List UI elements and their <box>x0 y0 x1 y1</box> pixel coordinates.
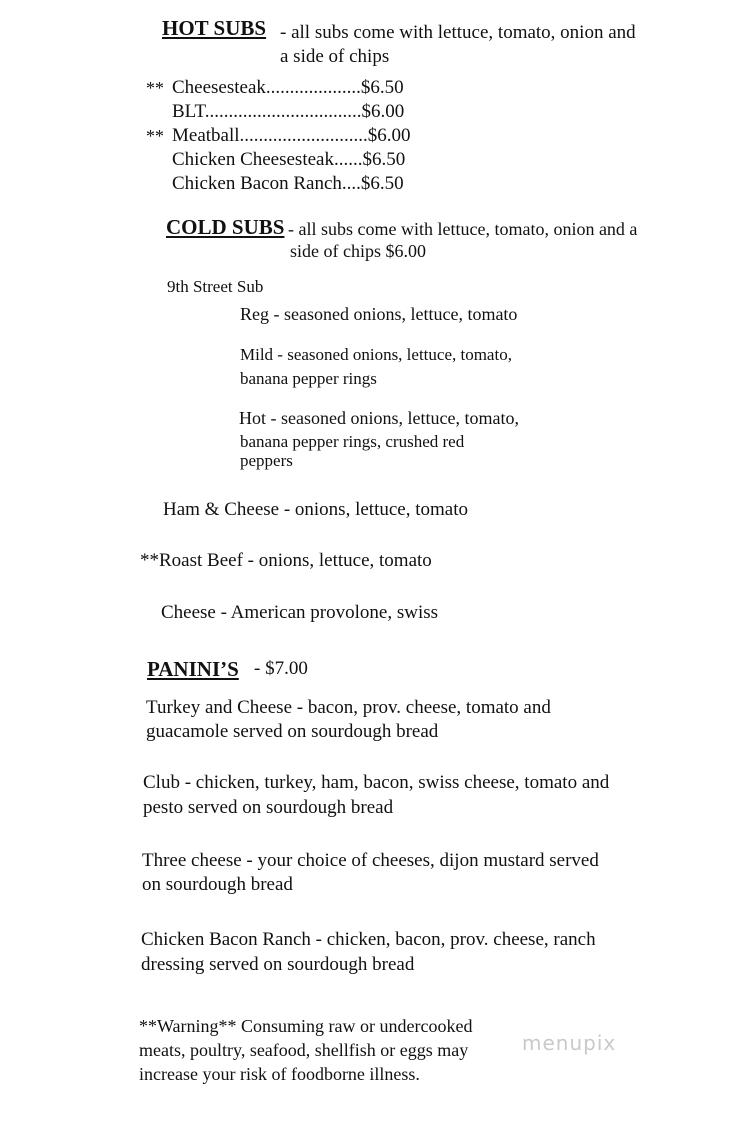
ninth-street-hot-line3: peppers <box>240 451 293 470</box>
ninth-street-sub-title: 9th Street Sub <box>167 277 264 296</box>
panini-turkey-cheese-line2: guacamole served on sourdough bread <box>146 721 439 742</box>
ninth-street-hot-line2: banana pepper rings, crushed red <box>240 432 465 451</box>
cold-subs-heading: COLD SUBS <box>166 215 285 239</box>
hot-sub-item-chicken-cheesesteak: Chicken Cheesesteak......$6.50 <box>172 149 406 170</box>
panini-heading: PANINI’S <box>147 657 239 681</box>
hot-subs-desc-line1: - all subs come with lettuce, tomato, onion and <box>280 22 636 43</box>
panini-chicken-bacon-ranch-line2: dressing served on sourdough bread <box>141 954 415 975</box>
cheese-item: Cheese - American provolone, swiss <box>161 602 439 623</box>
hot-sub-item-chicken-bacon-ranch: Chicken Bacon Ranch....$6.50 <box>172 173 404 194</box>
hot-sub-marker: ** <box>146 126 164 146</box>
warning-line2: meats, poultry, seafood, shellfish or eggs may <box>139 1040 469 1060</box>
panini-price: - $7.00 <box>254 658 308 679</box>
panini-turkey-cheese-line1: Turkey and Cheese - bacon, prov. cheese, tomato and <box>146 697 551 718</box>
ham-cheese-item: Ham & Cheese - onions, lettuce, tomato <box>163 499 468 520</box>
hot-sub-item-meatball: Meatball...........................$6.00 <box>172 125 411 146</box>
panini-club-line1: Club - chicken, turkey, ham, bacon, swiss cheese, tomato and <box>143 772 610 793</box>
hot-subs-heading: HOT SUBS <box>162 16 267 40</box>
hot-subs-desc-line2: a side of chips <box>280 46 390 67</box>
hot-sub-item-blt: BLT.................................$6.00 <box>172 101 405 122</box>
hot-sub-item-cheesesteak: Cheesesteak....................$6.50 <box>172 77 404 98</box>
panini-three-cheese-line1: Three cheese - your choice of cheeses, dijon mustard served <box>142 850 599 871</box>
ninth-street-reg: Reg - seasoned onions, lettuce, tomato <box>240 304 518 324</box>
warning-line3: increase your risk of foodborne illness. <box>139 1064 420 1084</box>
roast-beef-item: **Roast Beef - onions, lettuce, tomato <box>140 550 432 571</box>
warning-line1: **Warning** Consuming raw or undercooked <box>139 1016 473 1036</box>
ninth-street-hot-line1: Hot - seasoned onions, lettuce, tomato, <box>239 408 519 428</box>
hot-sub-marker: ** <box>146 78 164 98</box>
panini-club-line2: pesto served on sourdough bread <box>143 797 394 818</box>
watermark-logo: menupix <box>522 1031 617 1055</box>
panini-chicken-bacon-ranch-line1: Chicken Bacon Ranch - chicken, bacon, prov. cheese, ranch <box>141 929 596 950</box>
cold-subs-desc-line1: - all subs come with lettuce, tomato, onion and a <box>288 219 638 239</box>
panini-three-cheese-line2: on sourdough bread <box>142 874 293 895</box>
cold-subs-desc-line2: side of chips $6.00 <box>290 241 426 261</box>
ninth-street-mild-line1: Mild - seasoned onions, lettuce, tomato, <box>240 345 512 364</box>
ninth-street-mild-line2: banana pepper rings <box>240 369 377 388</box>
